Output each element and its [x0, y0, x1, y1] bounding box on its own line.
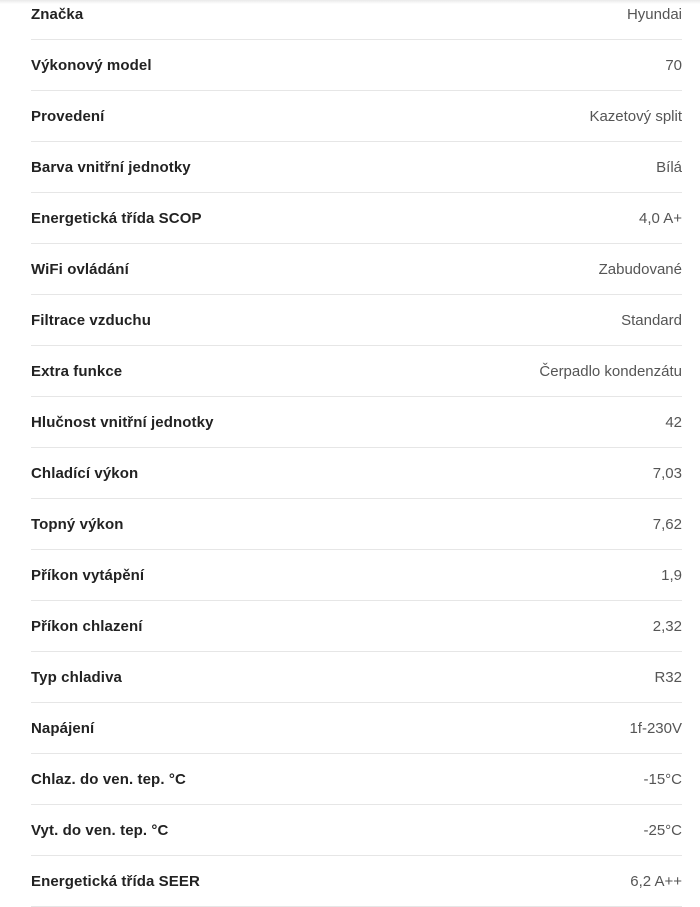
spec-label: Výkonový model: [31, 56, 152, 74]
spec-label: WiFi ovládání: [31, 260, 129, 278]
spec-value: 70: [665, 56, 682, 74]
spec-row-cooling-input: [31, 601, 682, 652]
spec-row-cooling-outdoor-temp: [31, 754, 682, 805]
spec-row-scop-class: [31, 193, 682, 244]
spec-value: 7,62: [652, 515, 682, 533]
spec-value: 4,0 A+: [639, 209, 682, 227]
spec-row-heating-input: [31, 550, 682, 601]
spec-label: Chlaz. do ven. tep. °C: [31, 770, 186, 788]
spec-row-heating-output: [31, 499, 682, 550]
spec-row-extra-functions: [31, 346, 682, 397]
spec-value: Bílá: [656, 158, 682, 176]
spec-value: 1,9: [661, 566, 682, 584]
spec-row-indoor-noise: [31, 397, 682, 448]
spec-value: -25°C: [643, 821, 682, 839]
spec-row-power-supply: [31, 703, 682, 754]
spec-label: Příkon vytápění: [31, 566, 145, 584]
spec-value: R32: [654, 668, 682, 686]
spec-row-brand: [31, 0, 682, 40]
spec-label: Extra funkce: [31, 362, 123, 380]
spec-row-cooling-output: [31, 448, 682, 499]
spec-label: Topný výkon: [31, 515, 124, 533]
spec-label: Napájení: [31, 719, 95, 737]
spec-row-design: [31, 91, 682, 142]
spec-value: -15°C: [643, 770, 682, 788]
spec-label: Typ chladiva: [31, 668, 122, 686]
spec-value: Hyundai: [626, 5, 682, 23]
spec-row-heating-outdoor-temp: [31, 805, 682, 856]
spec-value: 7,03: [652, 464, 682, 482]
spec-label: Provedení: [31, 107, 105, 125]
spec-row-wifi-control: [31, 244, 682, 295]
spec-row-power-model: [31, 40, 682, 91]
spec-label: Filtrace vzduchu: [31, 311, 151, 329]
spec-value: 6,2 A++: [630, 872, 682, 890]
spec-label: Chladící výkon: [31, 464, 139, 482]
spec-table: [31, 0, 682, 907]
spec-value: 42: [665, 413, 682, 431]
spec-label: Příkon chlazení: [31, 617, 143, 635]
spec-label: Hlučnost vnitřní jednotky: [31, 413, 214, 431]
spec-label: Značka: [31, 5, 84, 23]
spec-value: Kazetový split: [589, 107, 682, 125]
spec-value: Čerpadlo kondenzátu: [539, 362, 682, 380]
spec-value: Standard: [621, 311, 682, 329]
spec-value: 2,32: [652, 617, 682, 635]
spec-label: Energetická třída SEER: [31, 872, 200, 890]
spec-label: Energetická třída SCOP: [31, 209, 202, 227]
spec-value: Zabudované: [598, 260, 682, 278]
spec-row-seer-class: [31, 856, 682, 907]
spec-label: Barva vnitřní jednotky: [31, 158, 191, 176]
spec-row-air-filtration: [31, 295, 682, 346]
spec-value: 1f-230V: [629, 719, 682, 737]
spec-label: Vyt. do ven. tep. °C: [31, 821, 169, 839]
spec-row-refrigerant: [31, 652, 682, 703]
spec-row-indoor-color: [31, 142, 682, 193]
